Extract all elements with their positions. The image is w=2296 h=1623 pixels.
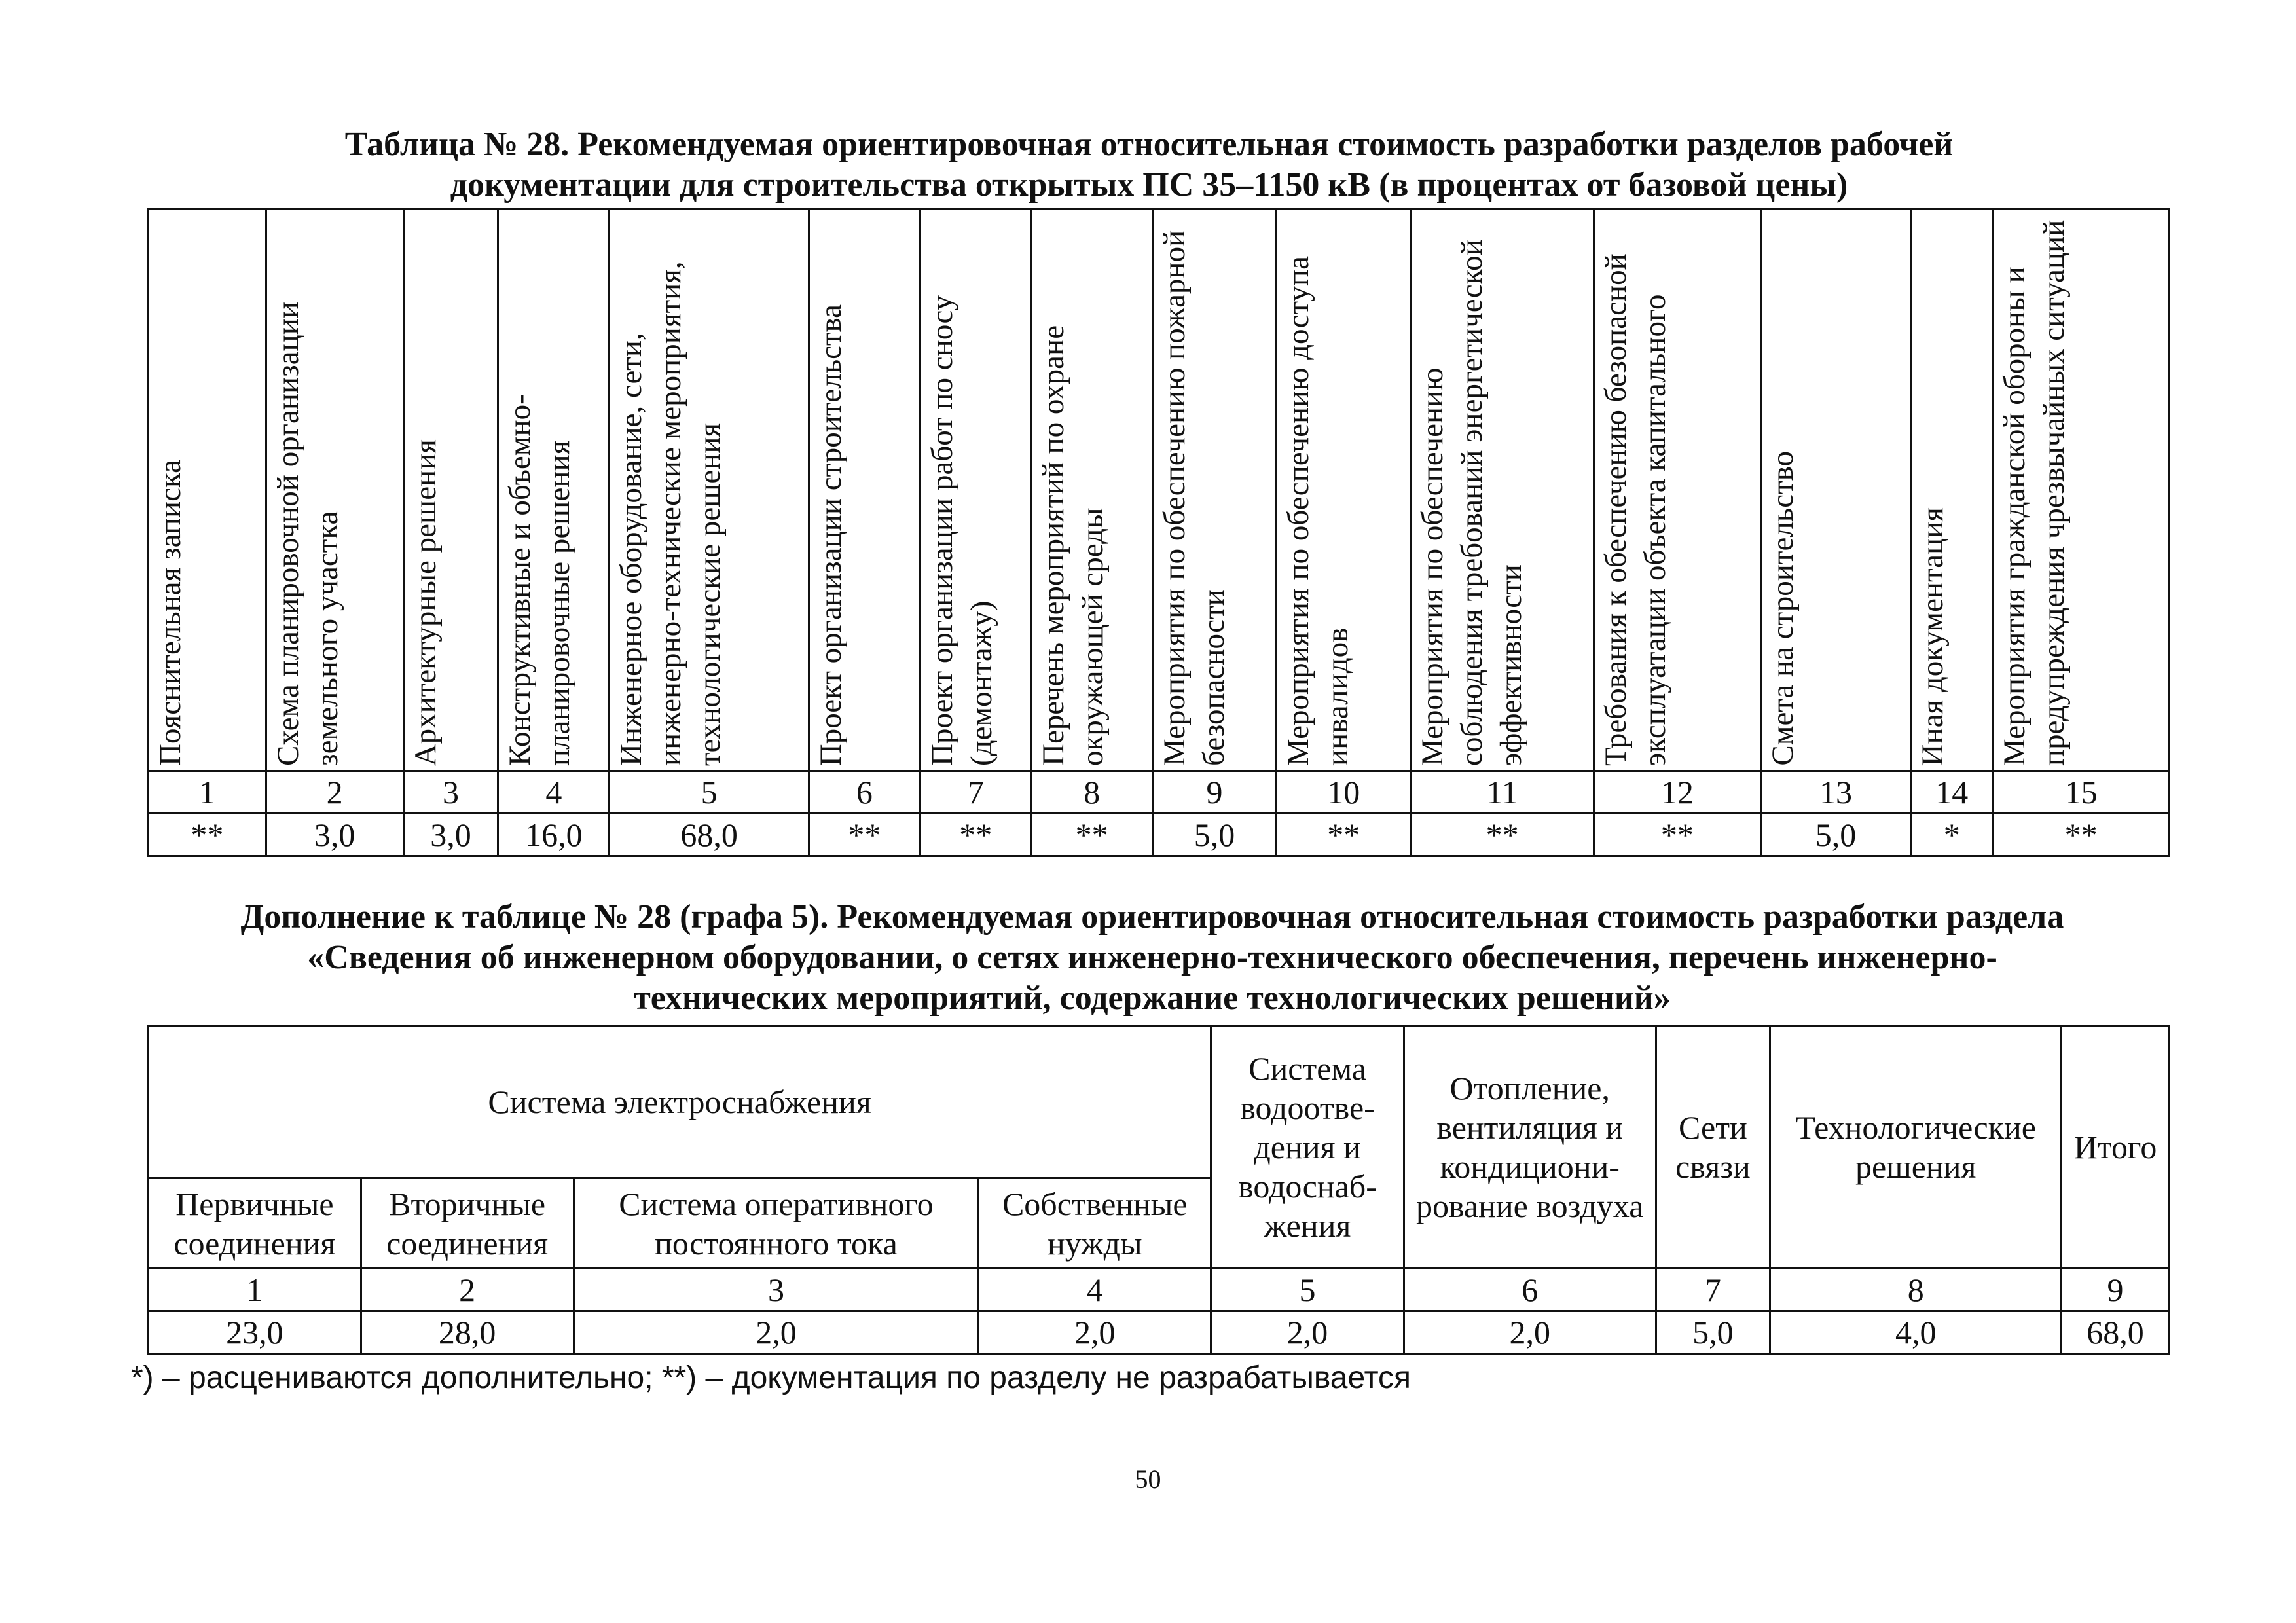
table1-header-cell <box>809 210 920 771</box>
table1-header-text: Мероприятия гражданской обороны и предупреждения чрезвычайных ситуаций <box>1997 219 2071 766</box>
page-number: 50 <box>1135 1465 1161 1494</box>
table1-header-text: Конструктивные и объемно-планировочные решения <box>503 394 577 766</box>
table1-header-text: Мероприятия по обеспечению пожарной безопасности <box>1157 230 1231 766</box>
table2-value: 5,0 <box>1656 1311 1770 1354</box>
dc-system-header: Система оперативного постоянного тока <box>574 1178 979 1269</box>
secondary-connections-header: Вторичные соединения <box>361 1178 574 1269</box>
table1-header-text: Проект организации строительства <box>814 304 848 766</box>
table1-column-number: 4 <box>498 771 610 814</box>
table1-value: 3,0 <box>266 814 403 856</box>
table2-column-number: 7 <box>1656 1269 1770 1311</box>
table2-column-number: 5 <box>1211 1269 1404 1311</box>
cost-table-28 <box>147 208 2170 857</box>
tech-solutions-header: Технологические решения <box>1770 1026 2062 1269</box>
table1-header-cell <box>403 210 498 771</box>
table1-column-number: 9 <box>1152 771 1277 814</box>
primary-connections-header: Первичные соединения <box>149 1178 361 1269</box>
table1-header-cell <box>920 210 1031 771</box>
table1-column-number: 3 <box>403 771 498 814</box>
table1-header-text: Схема планировочной организации земельного участка <box>270 301 344 766</box>
table1-column-number: 15 <box>1993 771 2170 814</box>
table1-header-cell <box>1031 210 1152 771</box>
table1-value: 3,0 <box>403 814 498 856</box>
table2-value: 2,0 <box>1211 1311 1404 1354</box>
table1-column-number: 7 <box>920 771 1031 814</box>
table1-header-text: Требования к обеспечению безопасной эксплуатации объекта капитального <box>1599 253 1672 766</box>
table1-value: ** <box>1411 814 1594 856</box>
table1-column-number: 13 <box>1760 771 1911 814</box>
table1-header-cell <box>1911 210 1993 771</box>
table1-column-number: 1 <box>149 771 266 814</box>
table1-column-number: 14 <box>1911 771 1993 814</box>
table1-header-text: Мероприятия по обеспечению соблюдения требований энергетической эффективности <box>1415 239 1529 766</box>
table1-column-number: 2 <box>266 771 403 814</box>
table1-header-text: Иная документация <box>1916 507 1950 766</box>
table1-header-cell <box>610 210 809 771</box>
table1-value: ** <box>1594 814 1761 856</box>
table2-value-row <box>149 1311 2170 1354</box>
table2-value: 68,0 <box>2062 1311 2170 1354</box>
power-supply-group-header: Система электроснабжения <box>149 1026 1211 1178</box>
table1-value: ** <box>149 814 266 856</box>
own-needs-header: Собственные нужды <box>979 1178 1211 1269</box>
table1-header-cell <box>149 210 266 771</box>
table1-value: ** <box>809 814 920 856</box>
table1-header-cell <box>1993 210 2170 771</box>
table2-value: 2,0 <box>979 1311 1211 1354</box>
table2-title <box>105 897 2200 1019</box>
table2-value: 2,0 <box>1404 1311 1656 1354</box>
table2-value: 2,0 <box>574 1311 979 1354</box>
hvac-header: Отопление, вентиляция и кондициони-рование воздуха <box>1404 1026 1656 1269</box>
table2-column-number: 1 <box>149 1269 361 1311</box>
table1-header-text: Проект организации работ по сносу (демонтажу) <box>924 295 998 766</box>
table1-title <box>170 124 2128 206</box>
table1-header-text: Пояснительная записка <box>153 460 187 766</box>
water-system-header: Система водоотве-дения и водоснаб-жения <box>1211 1026 1404 1269</box>
table1-header-cell <box>1411 210 1594 771</box>
table1-value: * <box>1911 814 1993 856</box>
table1-column-number: 8 <box>1031 771 1152 814</box>
table1-column-number: 11 <box>1411 771 1594 814</box>
table2-number-row <box>149 1269 2170 1311</box>
table1-header-cell <box>1760 210 1911 771</box>
table2-header-row1 <box>149 1026 2170 1178</box>
table1-header-text: Инженерное оборудование, сети, инженерно-технические мероприятия, технологические решения <box>614 261 727 766</box>
table1-header-cell <box>266 210 403 771</box>
table1-title-line2: документации для строительства открытых ПС 35–1150 кВ (в процентах от базовой цены) <box>450 166 1848 204</box>
table1-number-row <box>149 771 2170 814</box>
table1-value: 5,0 <box>1760 814 1911 856</box>
table2-column-number: 3 <box>574 1269 979 1311</box>
electrical-cost-table <box>147 1025 2170 1355</box>
table2-value: 4,0 <box>1770 1311 2062 1354</box>
table2-title-line1: Дополнение к таблице № 28 (графа 5). Рекомендуемая ориентировочная относительная стоимость разработки раздела <box>240 898 2064 936</box>
table2-title-line2: «Сведения об инженерном оборудовании, о сетях инженерно-технического обеспечения, перечень инженерно- <box>307 939 1997 976</box>
table1-header-cell <box>1277 210 1411 771</box>
table1-title-line1: Таблица № 28. Рекомендуемая ориентировочная относительная стоимость разработки разделов рабочей <box>344 126 1954 163</box>
table1-value: ** <box>1277 814 1411 856</box>
table2-value: 28,0 <box>361 1311 574 1354</box>
table2-column-number: 8 <box>1770 1269 2062 1311</box>
table1-column-number: 10 <box>1277 771 1411 814</box>
table2-title-line3: технических мероприятий, содержание технологических решений» <box>634 979 1671 1017</box>
table1-header-row <box>149 210 2170 771</box>
table2-column-number: 6 <box>1404 1269 1656 1311</box>
table1-value: 16,0 <box>498 814 610 856</box>
table2-column-number: 2 <box>361 1269 574 1311</box>
table1-value: ** <box>920 814 1031 856</box>
table1-value: 68,0 <box>610 814 809 856</box>
total-header: Итого <box>2062 1026 2170 1269</box>
footnote: *) – расцениваются дополнительно; **) – документация по разделу не разрабатывается <box>131 1360 1412 1395</box>
table1-header-text: Архитектурные решения <box>408 439 443 766</box>
table1-header-cell <box>1152 210 1277 771</box>
table1-value: ** <box>1993 814 2170 856</box>
table1-header-cell <box>498 210 610 771</box>
table1-header-text: Смета на строительство <box>1765 451 1800 766</box>
table1-header-cell <box>1594 210 1761 771</box>
communications-header: Сети связи <box>1656 1026 1770 1269</box>
table1-value-row <box>149 814 2170 856</box>
table1-column-number: 6 <box>809 771 920 814</box>
table1-column-number: 5 <box>610 771 809 814</box>
table1-header-text: Перечень мероприятий по охране окружающей среды <box>1036 325 1110 766</box>
table1-value: ** <box>1031 814 1152 856</box>
table1-column-number: 12 <box>1594 771 1761 814</box>
table2-value: 23,0 <box>149 1311 361 1354</box>
table2-column-number: 9 <box>2062 1269 2170 1311</box>
table1-header-text: Мероприятия по обеспечению доступа инвалидов <box>1281 256 1355 766</box>
table2-column-number: 4 <box>979 1269 1211 1311</box>
table1-value: 5,0 <box>1152 814 1277 856</box>
